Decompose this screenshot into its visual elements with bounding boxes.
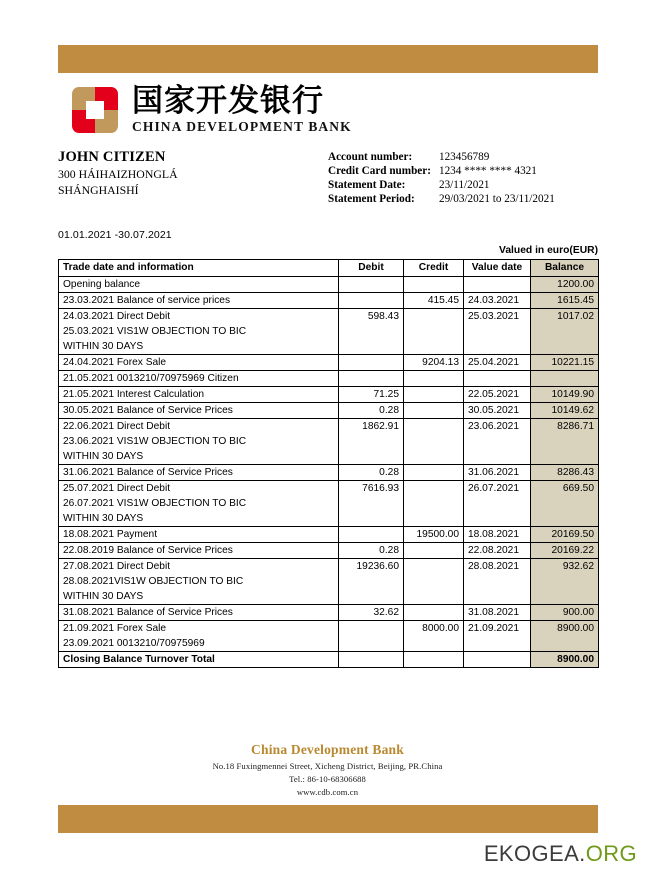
customer-name: JOHN CITIZEN	[58, 149, 166, 165]
cell-debit: 32.62	[339, 605, 404, 621]
table-row	[59, 371, 599, 387]
cell-value-date: 31.08.2021	[464, 605, 531, 621]
cell-info: 21.09.2021 Forex Sale	[59, 621, 339, 637]
footer-telephone: Tel.: 86-10-68306688	[289, 774, 366, 784]
cell-credit	[404, 309, 464, 355]
cell-debit: 0.28	[339, 465, 404, 481]
cell-info-continuation: 23.06.2021 VIS1W OBJECTION TO BIC	[59, 434, 339, 449]
cell-debit: 7616.93	[339, 481, 404, 527]
cell-info: 21.05.2021 0013210/70975969 Citizen	[59, 371, 339, 387]
cell-debit	[339, 621, 404, 652]
cell-credit	[404, 387, 464, 403]
account-info-block	[328, 148, 555, 206]
account-info-values	[439, 150, 555, 206]
cell-info: 18.08.2021 Payment	[59, 527, 339, 543]
cell-info: 24.03.2021 Direct Debit	[59, 309, 339, 325]
cell-credit	[404, 277, 464, 293]
brand-name-chinese: 国家开发银行	[132, 83, 324, 119]
cell-value-date: 28.08.2021	[464, 559, 531, 605]
bottom-gold-bar	[58, 805, 598, 833]
account-number-value: 123456789	[438, 151, 490, 163]
cell-debit: 71.25	[339, 387, 404, 403]
site-watermark	[484, 841, 637, 867]
cell-value-date: 23.06.2021	[464, 419, 531, 465]
top-gold-bar	[58, 45, 598, 73]
cell-value-date: 22.08.2021	[464, 543, 531, 559]
footer-address: No.18 Fuxingmennei Street, Xicheng District, Beijing, PR.China	[212, 761, 443, 771]
table-row	[59, 605, 599, 621]
table-row	[59, 355, 599, 371]
table-row	[59, 465, 599, 481]
cell-info: 22.08.2019 Balance of Service Prices	[59, 543, 339, 559]
cell-credit: 9204.13	[404, 355, 464, 371]
cell-info-continuation: 25.03.2021 VIS1W OBJECTION TO BIC	[59, 324, 339, 339]
cell-value-date: 31.06.2021	[464, 465, 531, 481]
table-row	[59, 652, 599, 668]
cell-credit: 19500.00	[404, 527, 464, 543]
cell-value-date	[464, 652, 531, 668]
cell-info-continuation: WITHIN 30 DAYS	[59, 589, 339, 605]
column-header-credit: Credit	[404, 260, 464, 277]
watermark-tld: ORG	[585, 841, 637, 866]
cell-balance: 8286.43	[531, 465, 599, 481]
table-row	[59, 293, 599, 309]
cell-value-date: 26.07.2021	[464, 481, 531, 527]
table-row	[59, 621, 599, 637]
credit-card-number-label: Credit Card number:	[328, 165, 431, 177]
credit-card-number-value: 1234 **** **** 4321	[438, 165, 537, 177]
cell-credit	[404, 481, 464, 527]
cell-value-date: 30.05.2021	[464, 403, 531, 419]
cdb-logo-icon	[72, 87, 118, 133]
cell-info: 30.05.2021 Balance of Service Prices	[59, 403, 339, 419]
account-info-labels	[328, 150, 431, 206]
cell-value-date: 25.04.2021	[464, 355, 531, 371]
cell-balance	[531, 371, 599, 387]
cell-value-date	[464, 371, 531, 387]
cell-balance: 1017.02	[531, 309, 599, 355]
statement-table	[58, 259, 599, 668]
table-row	[59, 277, 599, 293]
brand-name-english: CHINA DEVELOPMENT BANK	[132, 119, 352, 134]
cell-balance: 8900.00	[531, 652, 599, 668]
cell-info: 22.06.2021 Direct Debit	[59, 419, 339, 435]
table-row	[59, 543, 599, 559]
cell-value-date: 21.09.2021	[464, 621, 531, 652]
cell-debit: 1862.91	[339, 419, 404, 465]
table-row	[59, 403, 599, 419]
document-footer	[0, 742, 655, 797]
cell-debit	[339, 293, 404, 309]
cell-value-date: 22.05.2021	[464, 387, 531, 403]
brand-logo-row	[58, 83, 598, 134]
cell-balance: 932.62	[531, 559, 599, 605]
cell-balance: 1200.00	[531, 277, 599, 293]
cell-balance: 10149.90	[531, 387, 599, 403]
cell-balance: 10149.62	[531, 403, 599, 419]
cell-balance: 20169.50	[531, 527, 599, 543]
statement-period-value: 29/03/2021 to 23/11/2021	[438, 193, 555, 205]
table-header-row	[59, 260, 599, 277]
table-row	[59, 387, 599, 403]
cell-info: 31.06.2021 Balance of Service Prices	[59, 465, 339, 481]
cell-credit	[404, 465, 464, 481]
cell-info-continuation: WITHIN 30 DAYS	[59, 339, 339, 355]
statement-date-label: Statement Date:	[328, 179, 406, 191]
cell-balance: 1615.45	[531, 293, 599, 309]
customer-address-block	[58, 148, 328, 206]
statement-table-wrapper	[58, 259, 598, 668]
customer-and-account-info	[58, 148, 603, 206]
cell-balance: 20169.22	[531, 543, 599, 559]
cell-info: Closing Balance Turnover Total	[59, 652, 339, 668]
cell-info: 21.05.2021 Interest Calculation	[59, 387, 339, 403]
column-header-balance: Balance	[531, 260, 599, 277]
cell-credit	[404, 403, 464, 419]
cell-credit: 8000.00	[404, 621, 464, 652]
cell-balance: 8286.71	[531, 419, 599, 465]
statement-period-label: Statement Period:	[328, 193, 415, 205]
cell-debit	[339, 355, 404, 371]
cell-balance: 669.50	[531, 481, 599, 527]
customer-address-line-2: SHÁNGHAISHÍ	[58, 182, 139, 197]
cell-info-continuation: WITHIN 30 DAYS	[59, 511, 339, 527]
column-header-info: Trade date and information	[59, 260, 339, 277]
table-row	[59, 481, 599, 497]
cell-info-continuation: 23.09.2021 0013210/70975969	[59, 636, 339, 652]
customer-address-line-1: 300 HÁIHAIZHONGLÁ	[58, 167, 178, 182]
cell-credit	[404, 419, 464, 465]
cell-credit	[404, 559, 464, 605]
cell-credit	[404, 605, 464, 621]
brand-name-block	[132, 83, 352, 134]
cell-value-date	[464, 277, 531, 293]
document-header	[58, 83, 598, 134]
cell-credit	[404, 652, 464, 668]
statement-table-head	[59, 260, 599, 277]
watermark-name: EKOGEA.	[483, 841, 586, 866]
table-row	[59, 527, 599, 543]
statement-table-body	[59, 277, 599, 668]
cell-debit: 598.43	[339, 309, 404, 355]
cell-value-date: 24.03.2021	[464, 293, 531, 309]
cell-debit: 19236.60	[339, 559, 404, 605]
cell-info: 23.03.2021 Balance of service prices	[59, 293, 339, 309]
cell-value-date: 25.03.2021	[464, 309, 531, 355]
cell-credit: 415.45	[404, 293, 464, 309]
cell-debit	[339, 277, 404, 293]
cell-info: 27.08.2021 Direct Debit	[59, 559, 339, 575]
cell-info-continuation: WITHIN 30 DAYS	[59, 449, 339, 465]
cell-value-date: 18.08.2021	[464, 527, 531, 543]
cell-info: 25.07.2021 Direct Debit	[59, 481, 339, 497]
cell-debit: 0.28	[339, 543, 404, 559]
cell-debit	[339, 371, 404, 387]
column-header-debit: Debit	[339, 260, 404, 277]
cell-info-continuation: 26.07.2021 VIS1W OBJECTION TO BIC	[59, 496, 339, 511]
cell-debit	[339, 652, 404, 668]
cell-credit	[404, 371, 464, 387]
column-header-value-date: Value date	[464, 260, 531, 277]
cell-debit	[339, 527, 404, 543]
cell-info: Opening balance	[59, 277, 339, 293]
footer-website: www.cdb.com.cn	[296, 787, 359, 797]
table-row	[59, 559, 599, 575]
cell-balance: 900.00	[531, 605, 599, 621]
cell-credit	[404, 543, 464, 559]
cell-debit: 0.28	[339, 403, 404, 419]
statement-date-value: 23/11/2021	[438, 179, 490, 191]
cell-info: 31.08.2021 Balance of Service Prices	[59, 605, 339, 621]
statement-period-line: 01.01.2021 -30.07.2021	[58, 229, 172, 241]
cell-balance: 10221.15	[531, 355, 599, 371]
valued-in-currency-note: Valued in euro(EUR)	[499, 245, 598, 256]
table-row	[59, 419, 599, 435]
account-number-label: Account number:	[328, 151, 413, 163]
cell-info: 24.04.2021 Forex Sale	[59, 355, 339, 371]
cell-info-continuation: 28.08.2021VIS1W OBJECTION TO BIC	[59, 574, 339, 589]
table-row	[59, 309, 599, 325]
footer-bank-name: China Development Bank	[251, 742, 404, 757]
cell-balance: 8900.00	[531, 621, 599, 652]
